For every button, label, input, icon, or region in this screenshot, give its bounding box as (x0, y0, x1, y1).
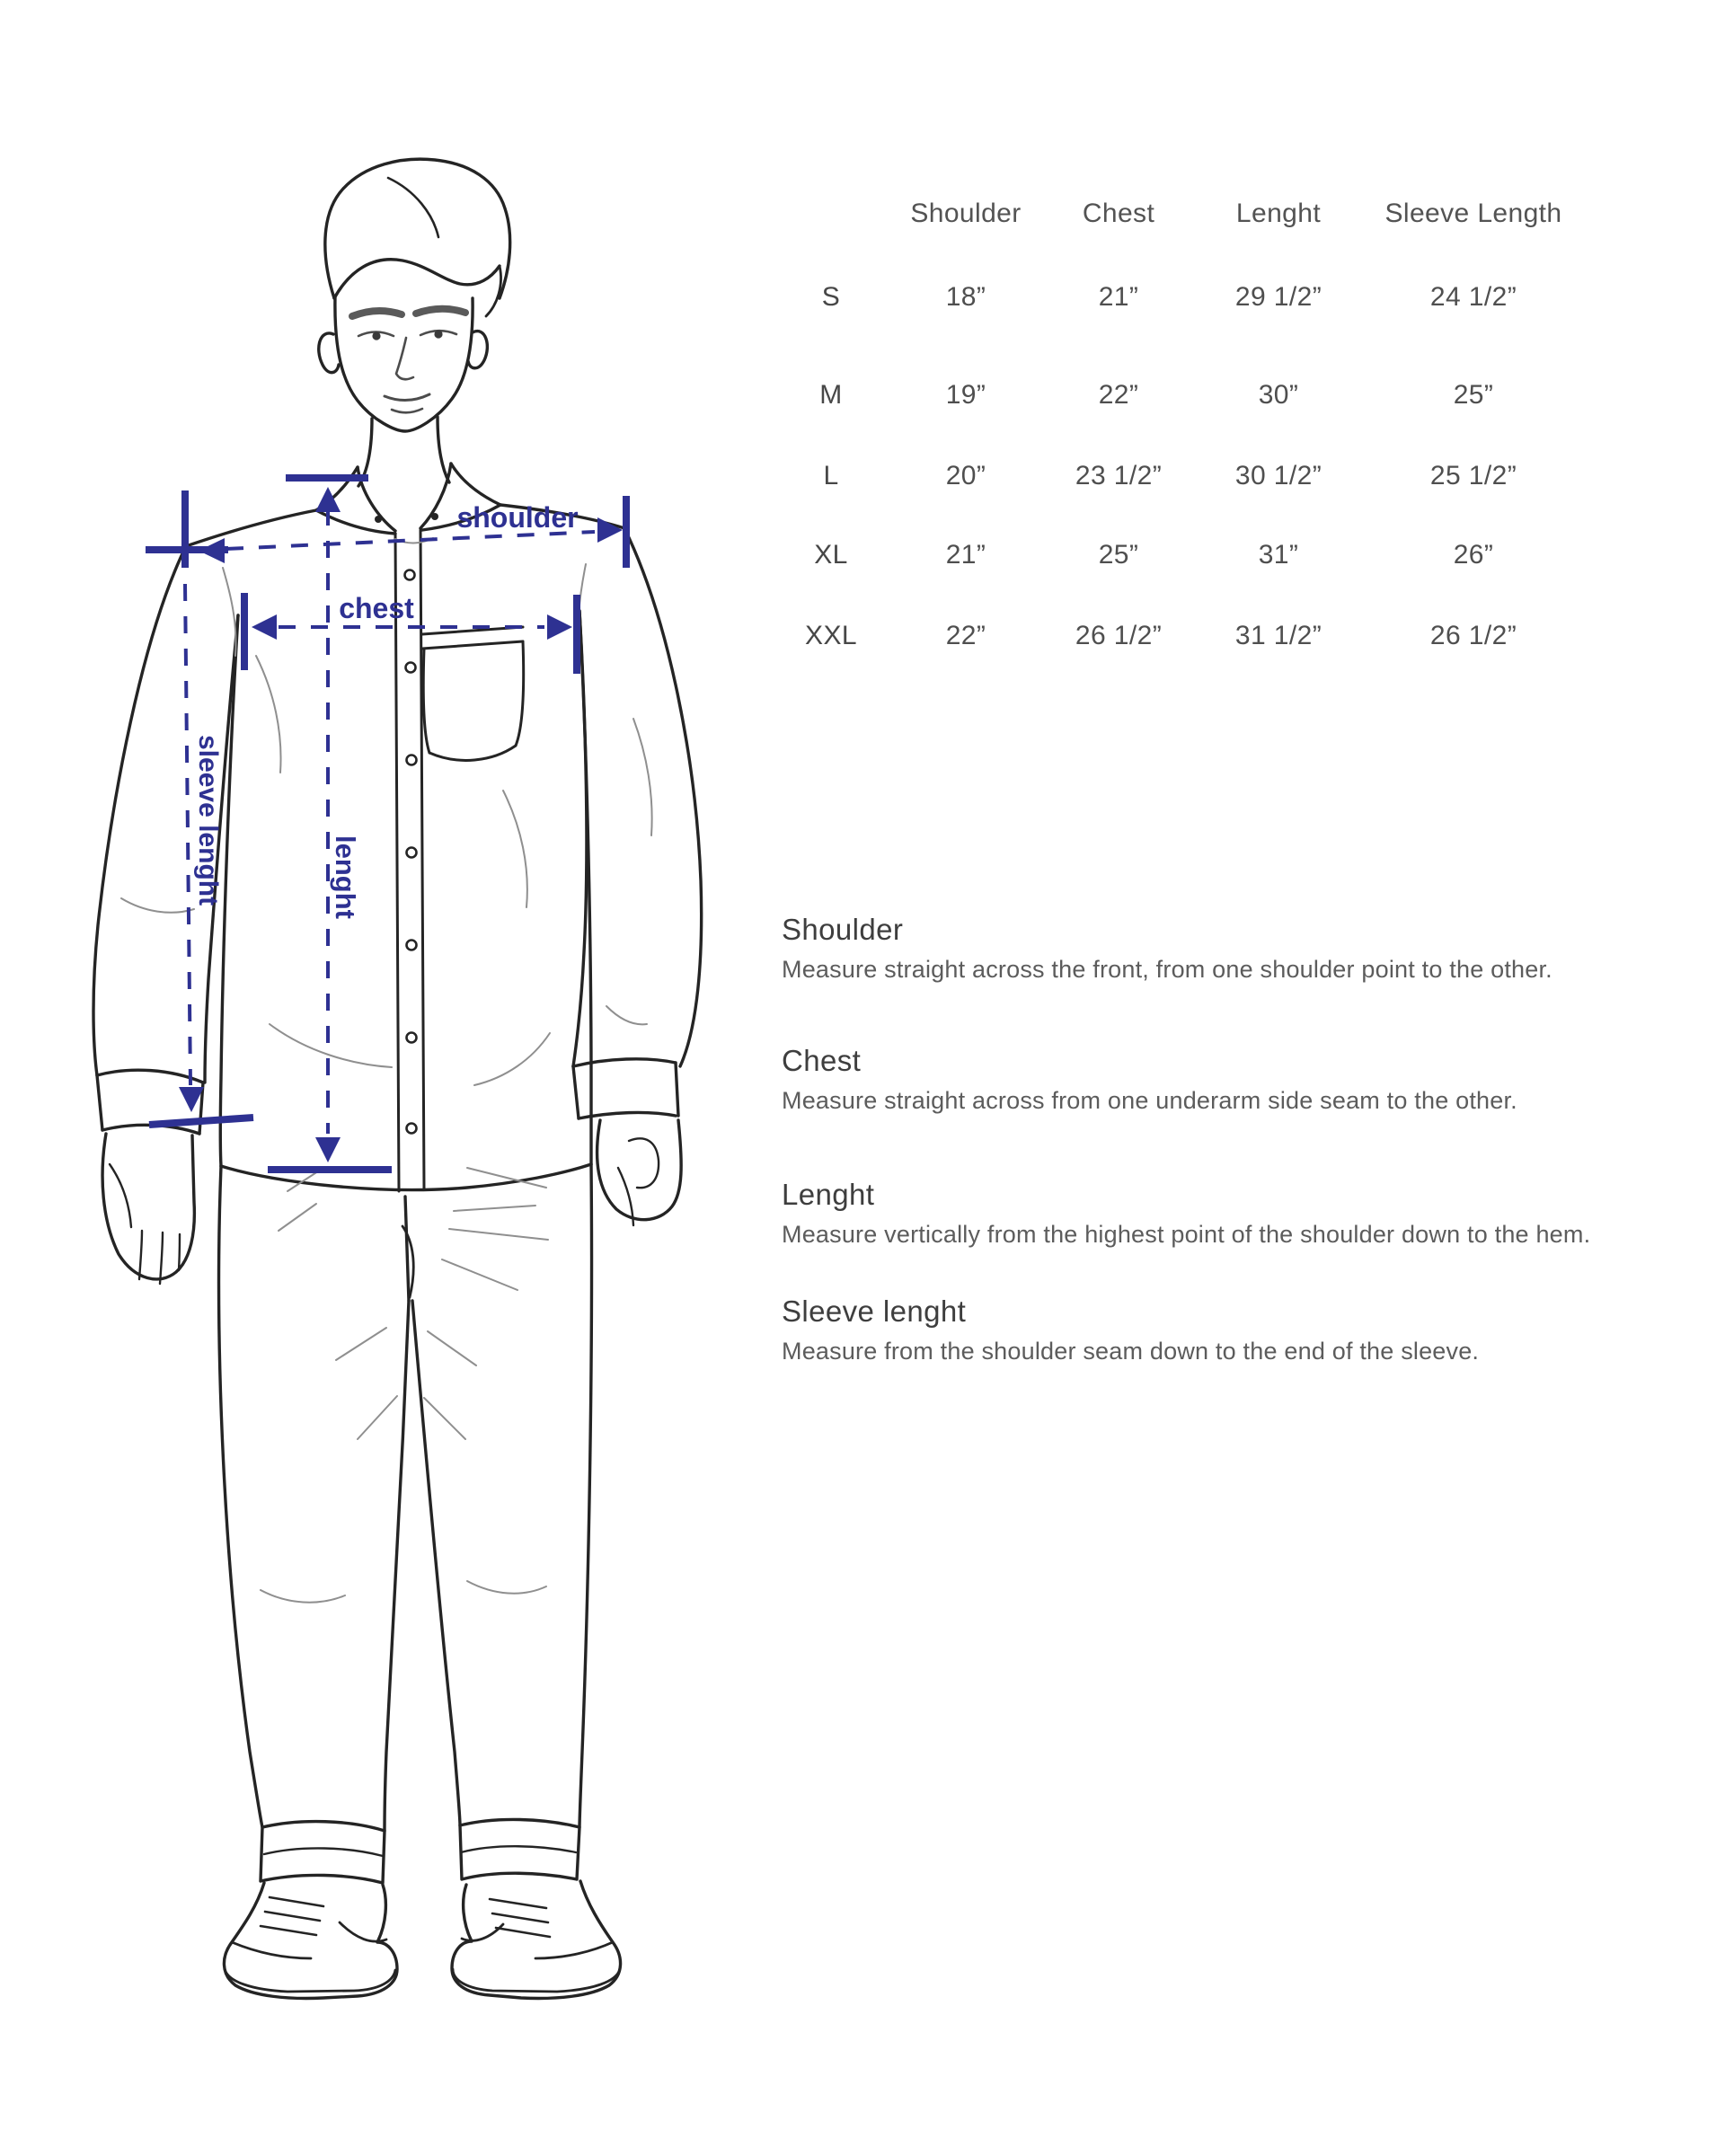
left-hand (102, 1134, 194, 1279)
left-leg-inner (385, 1301, 409, 1831)
left-leg-outer (219, 1166, 262, 1827)
right-fingers (629, 1138, 659, 1188)
value-lenght: 29 1/2” (1234, 282, 1322, 312)
definition-text: Measure from the shoulder seam down to the end of the sleeve. (782, 1338, 1480, 1365)
sleeve-length-dashed-line (185, 584, 190, 1085)
right-cuff-top (573, 1059, 676, 1066)
left-thumb (110, 1164, 131, 1227)
column-header-sleeve-length: Sleeve Length (1384, 199, 1562, 228)
table-row-s (773, 277, 1585, 318)
definition-shoulder (782, 913, 1698, 984)
left-cuff-top (97, 1070, 203, 1082)
definition-title: Lenght (782, 1178, 875, 1211)
left-pupil (372, 331, 380, 340)
arrowheads (179, 487, 623, 1162)
hair-outline (325, 159, 510, 298)
chest-annotation-label: chest (339, 592, 414, 624)
definition-lenght (782, 1178, 1698, 1249)
left-shoe-laces (261, 1897, 323, 1935)
sleeve-cuff-bar (149, 1118, 253, 1125)
value-chest: 23 1/2” (1075, 461, 1163, 490)
head (319, 159, 510, 486)
table-row-xxl (773, 615, 1585, 657)
collar-button-right (431, 513, 438, 520)
right-leg-inner (412, 1301, 460, 1825)
nose (396, 338, 413, 379)
fly-line (405, 1197, 409, 1301)
size-label: L (823, 461, 839, 490)
hair-fringe (334, 260, 500, 298)
value-chest: 21” (1098, 282, 1139, 312)
value-sleeve-length: 26” (1453, 540, 1494, 570)
placket (395, 530, 424, 1191)
value-shoulder: 21” (945, 540, 986, 570)
buttons (405, 570, 417, 1134)
column-header-chest: Chest (1082, 199, 1155, 228)
hair-strand (388, 178, 438, 237)
value-shoulder: 22” (945, 621, 986, 650)
value-sleeve-length: 25 1/2” (1429, 461, 1517, 490)
chest-pocket (422, 627, 524, 760)
length-annotation-label: lenght (330, 835, 361, 919)
column-header-shoulder: Shoulder (910, 199, 1022, 228)
sneakers (224, 1881, 620, 1998)
definition-text: Measure straight across from one underarm side seam to the other. (782, 1087, 1517, 1114)
definition-chest (782, 1044, 1698, 1115)
left-sleeve-outer (93, 546, 186, 1075)
shoulder-dashed-line (226, 532, 595, 549)
value-shoulder: 19” (945, 380, 986, 410)
value-lenght: 31” (1258, 540, 1299, 570)
left-shoulder-seam (186, 510, 316, 546)
left-shoe-toecap (232, 1942, 311, 1958)
value-shoulder: 18” (945, 282, 986, 312)
table-row-xl (773, 535, 1585, 576)
sleeve-length-annotation-label: sleeve lenght (193, 735, 223, 906)
right-shoe-laces (490, 1899, 550, 1937)
neck-right (438, 417, 449, 482)
size-label: S (821, 282, 841, 312)
right-sleeve-outer (624, 528, 702, 1066)
right-pupil (434, 330, 442, 338)
collar-right-edge (451, 464, 500, 505)
length-arrow-down (315, 1137, 341, 1162)
right-sleeve-inner (573, 611, 587, 1066)
value-chest: 25” (1098, 540, 1139, 570)
left-shoe-sole (225, 1969, 395, 1992)
size-label: M (819, 380, 843, 410)
table-row-m (773, 375, 1585, 416)
right-eyebrow (416, 309, 465, 314)
chest-arrow-left (252, 614, 277, 640)
value-sleeve-length: 25” (1453, 380, 1494, 410)
man-line-art (93, 159, 702, 1998)
definition-sleeve-lenght (782, 1294, 1698, 1365)
value-sleeve-length: 24 1/2” (1429, 282, 1517, 312)
right-shoe-toecap (535, 1942, 613, 1958)
face-features (352, 309, 465, 413)
shoulder-arrow-right (597, 517, 623, 543)
table-row-l (773, 455, 1585, 497)
left-eyebrow (352, 311, 402, 316)
shoulder-annotation-label: shoulder (456, 501, 579, 534)
right-leg-outer (579, 1164, 592, 1827)
value-sleeve-length: 26 1/2” (1429, 621, 1517, 650)
right-hand (597, 1120, 682, 1220)
annotation-labels (193, 501, 579, 919)
value-chest: 22” (1098, 380, 1139, 410)
definition-title: Sleeve lenght (782, 1294, 967, 1328)
value-chest: 26 1/2” (1075, 621, 1163, 650)
size-label: XXL (805, 621, 857, 650)
column-header-lenght: Lenght (1235, 199, 1322, 228)
right-cuff-sides (573, 1063, 678, 1118)
pants (219, 1164, 592, 1883)
size-label: XL (814, 540, 848, 570)
value-lenght: 31 1/2” (1234, 621, 1322, 650)
length-arrow-up (315, 487, 341, 512)
right-shoe-sole (453, 1969, 620, 1992)
lower-lip (392, 409, 422, 412)
definition-text: Measure vertically from the highest point of the shoulder down to the hem. (782, 1221, 1591, 1248)
definition-title: Shoulder (782, 913, 904, 946)
value-lenght: 30” (1258, 380, 1299, 410)
collar-button-left (375, 516, 382, 523)
definition-text: Measure straight across the front, from one shoulder point to the other. (782, 956, 1552, 983)
left-roll-fold (264, 1848, 383, 1856)
definition-title: Chest (782, 1044, 862, 1077)
upper-lip (385, 394, 429, 401)
chest-arrow-right (547, 614, 572, 640)
value-shoulder: 20” (945, 461, 986, 490)
value-lenght: 30 1/2” (1234, 461, 1322, 490)
right-cuff-bottom (579, 1112, 676, 1118)
size-table-header-row (773, 193, 1585, 234)
right-roll-fold (461, 1846, 576, 1852)
